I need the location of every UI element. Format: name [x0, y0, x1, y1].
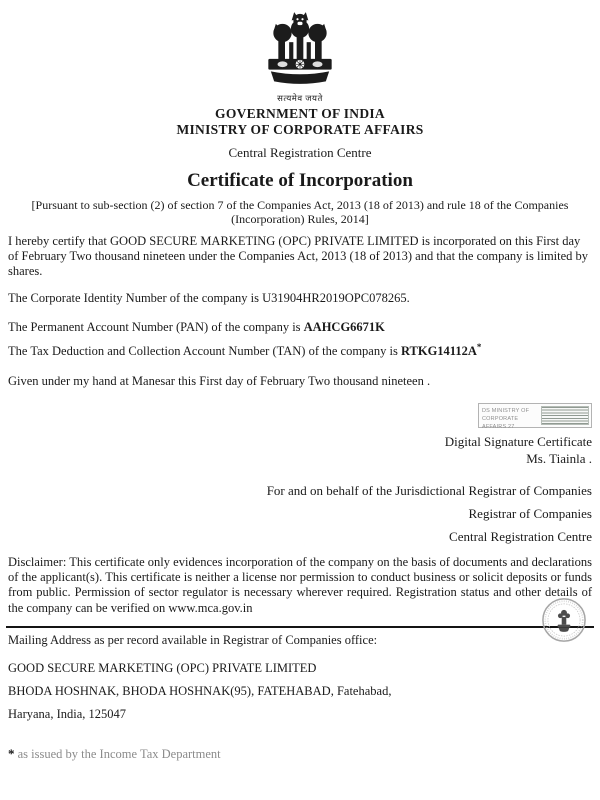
cin-suffix: . [406, 290, 410, 305]
ministry-label: MINISTRY OF CORPORATE AFFAIRS [176, 122, 424, 138]
india-national-emblem-icon [257, 8, 343, 88]
cin-label: The Corporate Identity Number of the company is [8, 290, 259, 305]
footnote-text: as issued by the Income Tax Department [17, 747, 221, 762]
tan-footnote-marker: * [476, 341, 482, 352]
pan-value: AAHCG6671K [303, 319, 385, 334]
tan-line [8, 341, 592, 359]
registrar-block [8, 483, 592, 545]
tan-label: The Tax Deduction and Collection Account Number (TAN) of the company is [8, 344, 398, 359]
divider-line [6, 626, 594, 628]
mailing-street-line: BHODA HOSHNAK, BHODA HOSHNAK(95), FATEHABAD, Fatehabad, [8, 684, 392, 699]
pursuant-clause: [Pursuant to sub-section (2) of section 7 of the Companies Act, 2013 (18 of 2013) and rule 18 of the Companies (Incorporation) Rules, 2014] [31, 197, 569, 227]
stamp-label: DS MINISTRY OF CORPORATE AFFAIRS 27 [482, 407, 530, 431]
stamp-microtext-icon [541, 406, 589, 425]
registrar-line-2: Registrar of Companies [468, 506, 592, 522]
signer-name: Ms. Tiainla . [526, 451, 592, 467]
footnote-marker: * [8, 746, 15, 762]
emblem-motto: सत्यमेव जयते [277, 93, 323, 104]
document-header [8, 8, 592, 160]
digital-signature-stamp [478, 403, 592, 431]
mca-watermark-seal-icon [541, 597, 587, 643]
disclaimer-paragraph: Disclaimer: This certificate only evidences incorporation of the company on the basis of documents and declarations of the applicant(s). This certificate is neither a license nor permission to conduct business or solicit deposits or funds from public. Permission of sector regulator is necessary wherever required. Registration status and other details of the company can be verified on www.mca.gov.in [8, 554, 592, 615]
pan-line [8, 320, 592, 335]
mailing-address-heading: Mailing Address as per record available in Registrar of Companies office: [8, 632, 378, 647]
pan-label: The Permanent Account Number (PAN) of the company is [8, 319, 301, 334]
tan-value: RTKG14112A [400, 344, 477, 359]
certificate-title: Certificate of Incorporation [187, 170, 413, 192]
mailing-address-section [8, 633, 592, 726]
mailing-region-line: Haryana, India, 125047 [8, 707, 127, 722]
cin-value: U31904HR2019OPC078265 [262, 290, 407, 305]
registrar-line-3: Central Registration Centre [449, 529, 592, 545]
government-of-india-label: GOVERNMENT OF INDIA [215, 105, 385, 121]
given-under-hand-line: Given under my hand at Manesar this First day of February Two thousand nineteen . [8, 374, 431, 389]
certify-paragraph: I hereby certify that GOOD SECURE MARKETING (OPC) PRIVATE LIMITED is incorporated on this First day of February Two thousand nineteen under the Companies Act, 2013 (18 of 2013) and that the company is limited by shares. [8, 233, 589, 279]
digital-signature-block [8, 403, 592, 468]
mailing-company-name: GOOD SECURE MARKETING (OPC) PRIVATE LIMITED [8, 661, 317, 676]
tan-footnote [8, 746, 592, 762]
central-registration-centre-label: Central Registration Centre [228, 144, 372, 160]
registrar-line-1: For and on behalf of the Jurisdictional Registrar of Companies [266, 483, 592, 499]
digital-signature-certificate-label: Digital Signature Certificate [444, 433, 592, 449]
cin-line [8, 291, 592, 306]
